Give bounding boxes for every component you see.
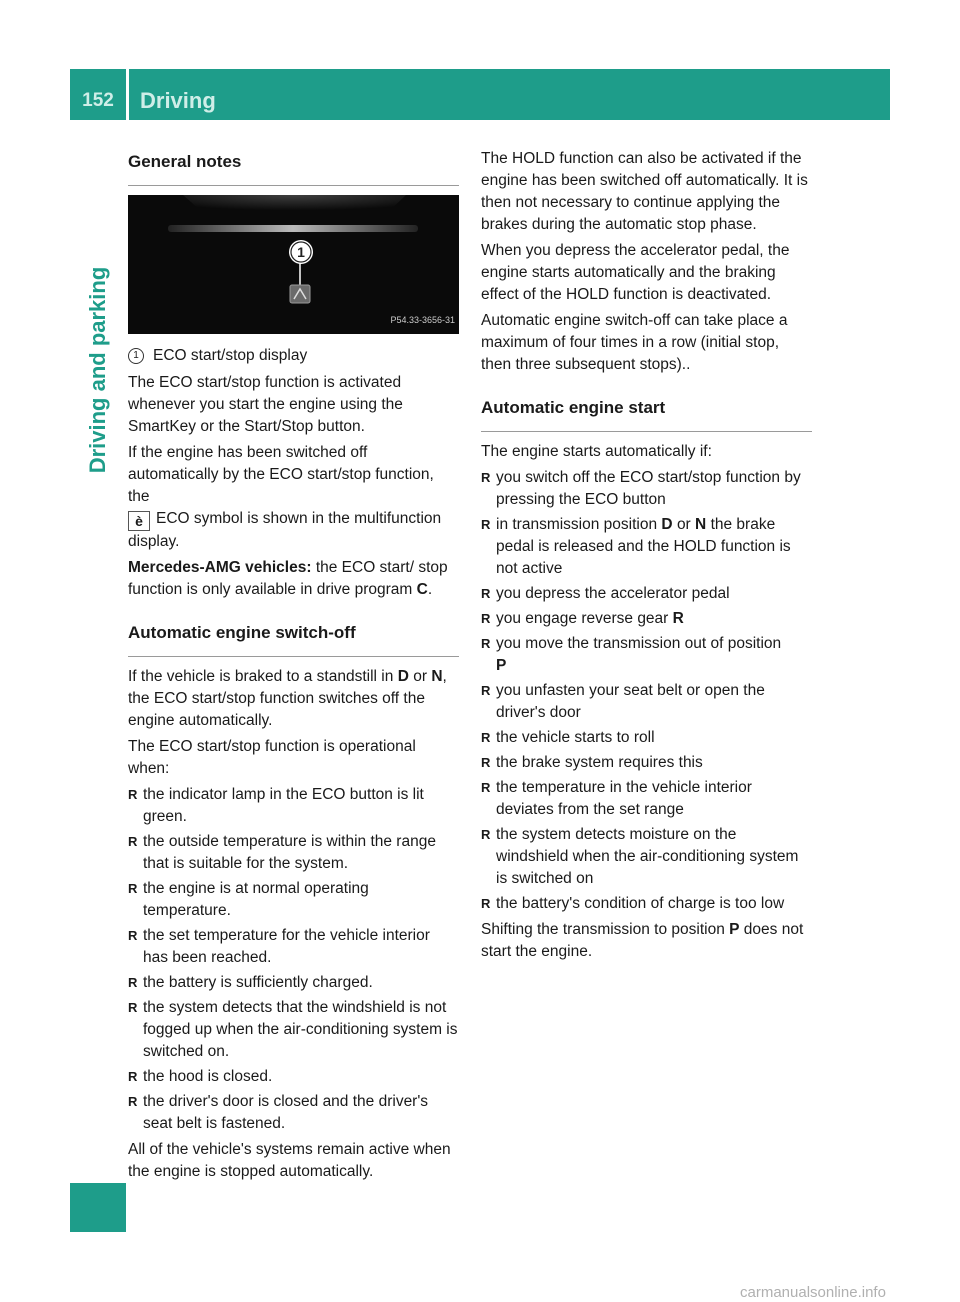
header-divider: [126, 69, 129, 120]
text-span: , the ECO start/stop function switches off the engine automatically.: [128, 668, 447, 729]
side-tab-label: Driving and parking: [85, 266, 110, 474]
conditions-list: [128, 784, 459, 1135]
text-span: you move the transmission out of position: [496, 635, 782, 652]
list-item: R the set temperature for the vehicle interior has been reached.: [128, 925, 459, 969]
text-span: you engage reverse gear: [496, 610, 669, 627]
start-conditions-list: [481, 467, 812, 915]
side-tab-block: [70, 1183, 126, 1232]
figure-caption: [128, 345, 459, 367]
gear-label: D: [661, 516, 673, 533]
paragraph: [128, 557, 459, 601]
list-item: R you switch off the ECO start/stop function by pressing the ECO button: [481, 467, 812, 511]
footer-watermark: carmanualsonline.info: [740, 1284, 886, 1301]
paragraph: [128, 666, 459, 732]
paragraph: [128, 442, 459, 553]
figure-reference: P54.33-3656-31: [390, 315, 455, 325]
left-column: [128, 148, 459, 1187]
list-item: R the indicator lamp in the ECO button is lit green.: [128, 784, 459, 828]
paragraph: Automatic engine switch-off can take place a maximum of four times in a row (initial stop, then three subsequent stops)..: [481, 312, 788, 373]
list-item: R the driver's door is closed and the driver's seat belt is fastened.: [128, 1091, 459, 1135]
list-item: [481, 633, 812, 677]
list-item: [481, 608, 812, 630]
caption-callout: 1: [128, 348, 144, 364]
text-span: ECO symbol is shown in the multifunction display.: [128, 510, 442, 550]
list-item: R the battery's condition of charge is too low: [481, 893, 812, 915]
eco-symbol-icon: è: [128, 511, 150, 531]
text-span: in transmission position: [496, 516, 658, 533]
list-item: [481, 514, 812, 580]
page-header: [70, 69, 890, 120]
right-column: [481, 148, 812, 967]
paragraph: The ECO start/stop function is activated whenever you start the engine using the SmartKey or the Start/Stop button.: [128, 374, 403, 435]
paragraph: When you depress the accelerator pedal, the engine starts automatically and the braking effect of the HOLD function is deactivated.: [481, 242, 790, 303]
section-heading-general-notes: General notes: [128, 148, 459, 186]
paragraph: The HOLD function can also be activated if the engine has been switched off automatically. It is then not necessary to continue applying the brakes during the automatic stop phase.: [481, 150, 808, 233]
text-span: the ECO start/ stop function is only available in drive program: [128, 559, 448, 598]
text-span: the brake pedal is released and the HOLD function is not active: [496, 516, 791, 577]
chapter-title: Driving: [140, 88, 216, 113]
paragraph: All of the vehicle's systems remain active when the engine is stopped automatically.: [128, 1141, 451, 1180]
list-item: R the system detects that the windshield is not fogged up when the air-conditioning system is switched on.: [128, 997, 459, 1063]
paragraph: The ECO start/stop function is operational when:: [128, 738, 416, 777]
gear-label: N: [695, 516, 707, 533]
drive-program-label: C: [416, 581, 428, 598]
gear-label: D: [397, 668, 409, 685]
list-item: R the battery is sufficiently charged.: [128, 972, 459, 994]
text-span: If the engine has been switched off automatically by the ECO start/stop function, the: [128, 444, 434, 505]
eco-display-figure: [128, 195, 459, 334]
gear-label: P: [729, 921, 740, 938]
gear-label: R: [672, 610, 684, 627]
list-item: R the engine is at normal operating temperature.: [128, 878, 459, 922]
text-span: If the vehicle is braked to a standstill in: [128, 668, 394, 685]
bold-label: Mercedes-AMG vehicles:: [128, 559, 312, 576]
list-item: R the brake system requires this: [481, 752, 812, 774]
paragraph: [481, 919, 812, 963]
list-item: R the hood is closed.: [128, 1066, 459, 1088]
text-span: does not start the engine.: [481, 921, 804, 960]
text-span: Shifting the transmission to position: [481, 921, 725, 938]
page-number: 152: [82, 90, 114, 111]
gear-label: P: [496, 657, 507, 674]
paragraph: The engine starts automatically if:: [481, 443, 712, 460]
list-item: R the vehicle starts to roll: [481, 727, 812, 749]
list-item: R you unfasten your seat belt or open the driver's door: [481, 680, 812, 724]
list-item: R the system detects moisture on the windshield when the air-conditioning system is switched on: [481, 824, 812, 890]
section-heading-switch-off: Automatic engine switch-off: [128, 619, 459, 657]
text-span: or: [676, 516, 691, 533]
callout-number: 1: [297, 244, 305, 260]
text-span: or: [413, 668, 427, 685]
gear-label: N: [431, 668, 443, 685]
list-item: R the outside temperature is within the range that is suitable for the system.: [128, 831, 459, 875]
caption-text: ECO start/stop display: [153, 347, 308, 364]
list-item: R you depress the accelerator pedal: [481, 583, 812, 605]
list-item: R the temperature in the vehicle interior deviates from the set range: [481, 777, 812, 821]
text-span: .: [427, 581, 433, 598]
section-heading-engine-start: Automatic engine start: [481, 394, 812, 432]
